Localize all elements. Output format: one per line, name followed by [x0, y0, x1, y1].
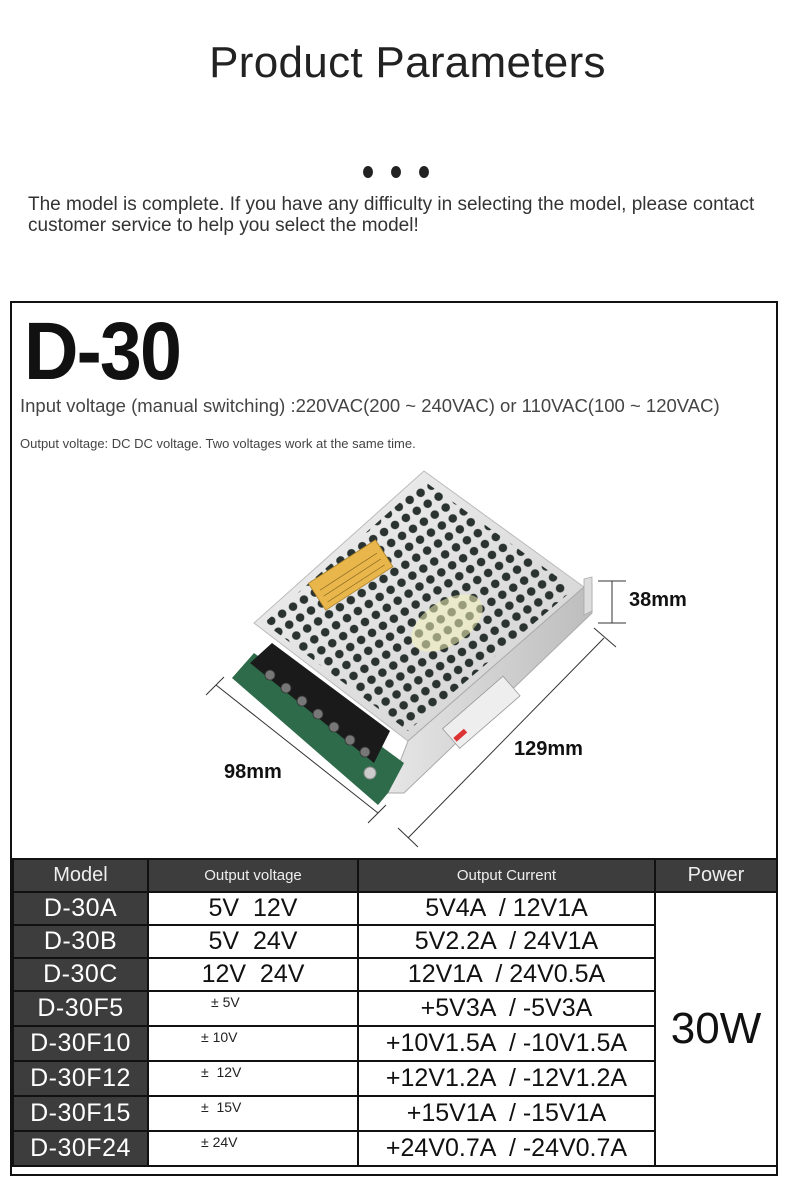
- current-cell: +5V3A / -5V3A: [358, 991, 655, 1026]
- header-model: Model: [13, 859, 148, 892]
- current-cell: 5V2.2A / 24V1A: [358, 925, 655, 958]
- model-cell: D-30C: [13, 958, 148, 991]
- model-cell: D-30F10: [13, 1026, 148, 1061]
- model-cell: D-30F5: [13, 991, 148, 1026]
- model-cell: D-30B: [13, 925, 148, 958]
- voltage-cell: ± 15V: [148, 1096, 358, 1131]
- power-cell: 30W: [655, 892, 777, 1166]
- model-cell: D-30F24: [13, 1131, 148, 1166]
- power-supply-illustration: [192, 463, 692, 853]
- header-power: Power: [655, 859, 777, 892]
- model-title: D-30: [24, 306, 181, 397]
- height-dimension-label: 38mm: [629, 589, 687, 611]
- voltage-cell: ± 10V: [148, 1026, 358, 1061]
- model-spec-table: [12, 858, 778, 1167]
- current-cell: +24V0.7A / -24V0.7A: [358, 1131, 655, 1166]
- voltage-cell: ± 24V: [148, 1131, 358, 1166]
- current-cell: 12V1A / 24V0.5A: [358, 958, 655, 991]
- table-header-row: [13, 859, 777, 892]
- output-voltage-note: Output voltage: DC DC voltage. Two voltages work at the same time.: [20, 436, 416, 451]
- header-output-voltage: Output voltage: [148, 859, 358, 892]
- dot-icon: [391, 166, 401, 178]
- table-row: [13, 892, 777, 925]
- product-image: [192, 463, 692, 853]
- model-cell: D-30A: [13, 892, 148, 925]
- length-dimension-label: 129mm: [514, 738, 583, 760]
- width-dimension-label: 98mm: [224, 761, 282, 783]
- current-cell: +15V1A / -15V1A: [358, 1096, 655, 1131]
- spec-panel: [10, 301, 778, 1176]
- header-output-current: Output Current: [358, 859, 655, 892]
- intro-text: The model is complete. If you have any difficulty in selecting the model, please contact customer service to help you select the model!: [28, 194, 755, 236]
- voltage-cell: ± 12V: [148, 1061, 358, 1096]
- ellipsis-divider: [363, 166, 429, 178]
- voltage-cell: 5V 24V: [148, 925, 358, 958]
- model-cell: D-30F12: [13, 1061, 148, 1096]
- dot-icon: [419, 166, 429, 178]
- input-voltage-text: Input voltage (manual switching) :220VAC(200 ~ 240VAC) or 110VAC(100 ~ 120VAC): [20, 395, 720, 416]
- model-cell: D-30F15: [13, 1096, 148, 1131]
- page-title: Product Parameters: [209, 38, 606, 87]
- voltage-cell: 5V 12V: [148, 892, 358, 925]
- current-cell: +10V1.5A / -10V1.5A: [358, 1026, 655, 1061]
- dot-icon: [363, 166, 373, 178]
- current-cell: +12V1.2A / -12V1.2A: [358, 1061, 655, 1096]
- current-cell: 5V4A / 12V1A: [358, 892, 655, 925]
- voltage-cell: 12V 24V: [148, 958, 358, 991]
- voltage-cell: ± 5V: [148, 991, 358, 1026]
